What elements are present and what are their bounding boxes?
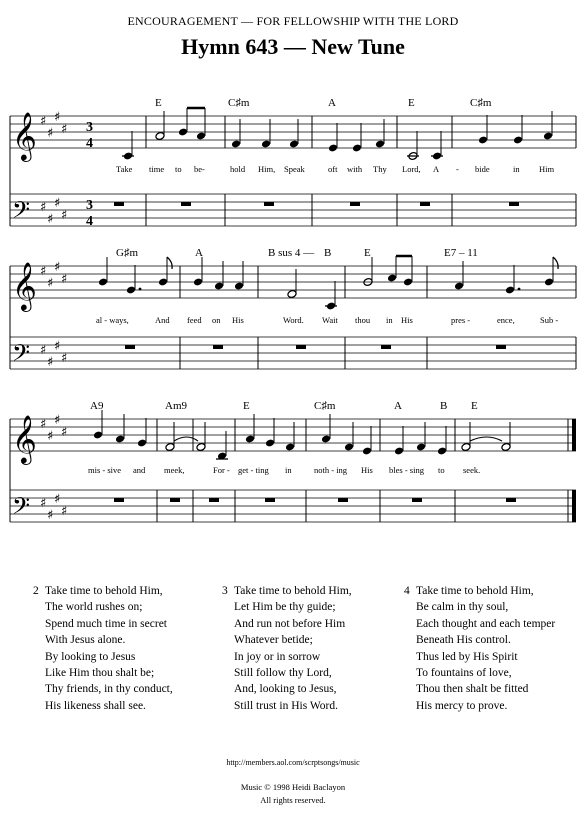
verse-line: Thus led by His Spirit (416, 650, 518, 663)
lyric-syllable: Lord, (402, 164, 421, 174)
system-3 (10, 400, 576, 525)
svg-text:♯: ♯ (40, 264, 47, 279)
note (193, 257, 203, 286)
svg-text:♯: ♯ (61, 208, 68, 223)
note (437, 426, 447, 455)
note (265, 418, 275, 447)
svg-text:♯: ♯ (61, 351, 68, 366)
svg-text:♯: ♯ (40, 200, 47, 215)
lyric-syllable: get - ting (238, 465, 269, 475)
lyric-syllable: bles - sing (389, 465, 424, 475)
note (231, 119, 241, 148)
system-2 (10, 247, 576, 372)
verse-line: And run not before Him (234, 617, 346, 630)
svg-text:4: 4 (86, 214, 93, 229)
svg-text:♯: ♯ (47, 429, 54, 444)
note (375, 119, 385, 148)
hymn-title: Hymn 643 — New Tune (181, 34, 405, 59)
verse-line: Beneath His control. (416, 634, 511, 647)
verse-line: Still trust in His Word. (234, 699, 338, 712)
lyric-syllable: be- (194, 164, 205, 174)
chord-symbol: G♯m (116, 247, 138, 259)
verse-line: Whatever betide; (234, 634, 313, 647)
svg-text:♯: ♯ (40, 343, 47, 358)
chord-symbol: E (408, 97, 415, 109)
svg-text:♯: ♯ (47, 126, 54, 141)
note (196, 422, 206, 451)
verse-line: By looking to Jesus (45, 650, 136, 663)
lyric-syllable: ence, (497, 315, 515, 325)
key-signature-treble-icon (40, 110, 67, 141)
svg-text:♯: ♯ (54, 339, 61, 354)
svg-text:♯: ♯ (61, 504, 68, 519)
lyric-syllable: to (175, 164, 182, 174)
note (178, 108, 188, 136)
melody-notes-system-2 (98, 256, 558, 310)
verse-line: The world rushes on; (45, 601, 143, 614)
note (321, 414, 331, 443)
lyric-syllable: Sub - (540, 315, 559, 325)
chord-symbol: B (440, 400, 448, 412)
note (137, 418, 147, 447)
verse-3 (222, 583, 352, 714)
rests-system-1 (114, 202, 519, 206)
lyric-syllable: with (347, 164, 363, 174)
note (155, 111, 165, 140)
lyric-syllable: - (456, 164, 459, 174)
lyric-syllable: thou (355, 315, 371, 325)
key-signature-treble-icon (40, 260, 67, 291)
svg-text:♯: ♯ (40, 114, 47, 129)
verse-2 (33, 583, 173, 714)
lyric-syllable: seek. (463, 465, 481, 475)
verse-line: To fountains of love, (416, 667, 512, 680)
note (478, 115, 488, 144)
lyric-syllable: and (133, 465, 146, 475)
verse-line: Thou then shalt be fitted (416, 683, 529, 696)
treble-staff-system-2 (10, 266, 576, 298)
bass-staff-system-1 (10, 194, 576, 226)
verse-line: His likeness shall see. (45, 699, 146, 712)
note (505, 265, 520, 294)
time-signature-treble (86, 120, 93, 151)
verse-line: With Jesus alone. (45, 634, 126, 647)
svg-text:3: 3 (86, 198, 93, 213)
key-signature-bass-icon (40, 196, 67, 227)
chord-symbol: E (364, 247, 371, 259)
lyric-syllable: in (386, 315, 393, 325)
verse-line: Thy friends, in thy conduct, (45, 683, 173, 696)
note (115, 414, 125, 443)
rests-system-3 (114, 498, 516, 502)
note (93, 410, 103, 439)
verse-line: Take time to behold Him, (234, 585, 352, 597)
treble-clef-icon: 𝄞 (12, 111, 37, 160)
lyric-syllable: feed (187, 315, 202, 325)
lyric-syllable: oft (328, 164, 338, 174)
system-1 (10, 97, 576, 229)
note (285, 422, 295, 451)
note (352, 123, 362, 152)
bass-clef-icon: 𝄢 (12, 492, 31, 525)
verse-number: 2 (33, 585, 39, 597)
verse-line: Each thought and each temper (416, 617, 556, 630)
time-signature-bass (86, 198, 93, 229)
lyric-syllable: His (361, 465, 373, 475)
key-signature-bass-icon (40, 492, 67, 523)
lyric-syllable: Him, (258, 164, 276, 174)
note (362, 426, 372, 455)
svg-text:3: 3 (86, 120, 93, 135)
note (328, 123, 338, 152)
note (234, 261, 244, 290)
note (416, 422, 426, 451)
verse-line: Like Him thou shalt be; (45, 667, 155, 680)
verse-line: Take time to behold Him, (416, 585, 534, 597)
note (98, 257, 108, 286)
verse-line: And, looking to Jesus, (234, 683, 337, 696)
lyric-syllable: on (212, 315, 221, 325)
svg-text:♯: ♯ (54, 196, 61, 211)
svg-text:♯: ♯ (61, 272, 68, 287)
ties-system-3 (174, 437, 502, 441)
lyric-syllable: noth - ing (314, 465, 348, 475)
svg-text:♯: ♯ (54, 413, 61, 428)
lyric-syllable: to (438, 465, 445, 475)
chord-symbol: E (471, 400, 478, 412)
lyric-syllable: And (155, 315, 170, 325)
note (387, 256, 397, 282)
lyric-syllable: mis - sive (88, 465, 122, 475)
note (245, 414, 255, 443)
note (287, 269, 297, 298)
note (289, 119, 299, 148)
chord-symbol: C♯m (228, 97, 250, 109)
chord-symbol: C♯m (314, 400, 336, 412)
chord-symbol: E (243, 400, 250, 412)
treble-clef-icon: 𝄞 (12, 414, 37, 463)
lyric-syllable: A (433, 164, 440, 174)
note (261, 119, 271, 148)
lyric-syllable: Thy (373, 164, 387, 174)
chord-symbol: A (394, 400, 402, 412)
verse-line: Let Him be thy guide; (234, 601, 336, 614)
lyric-syllable: Word. (283, 315, 304, 325)
chord-symbols-system-3 (90, 400, 478, 412)
chord-symbol: A9 (90, 400, 104, 412)
source-url: http://members.aol.com/scrptsongs/music (226, 758, 360, 767)
lyrics-system-1 (116, 164, 555, 174)
svg-text:♯: ♯ (61, 425, 68, 440)
lyric-syllable: For - (213, 465, 230, 475)
lyric-syllable: His (401, 315, 413, 325)
lyric-syllable: in (285, 465, 292, 475)
lyric-syllable: Him (539, 164, 555, 174)
note (543, 111, 553, 140)
verse-4 (404, 583, 556, 714)
hymn-category: ENCOURAGEMENT — FOR FELLOWSHIP WITH THE LORD (127, 14, 459, 28)
note (394, 426, 404, 455)
bass-staff-system-2 (10, 337, 576, 369)
bass-clef-icon: 𝄢 (12, 196, 31, 229)
bass-staff-system-3 (10, 490, 576, 522)
chord-symbol: B sus 4 — (268, 247, 315, 259)
chord-symbol: E7 – 11 (444, 247, 478, 259)
note (513, 115, 523, 144)
svg-text:♯: ♯ (40, 417, 47, 432)
verse-line: Still follow thy Lord, (234, 667, 332, 680)
chord-symbols-system-2 (116, 247, 478, 259)
rights-notice: All rights reserved. (260, 795, 326, 805)
note (501, 422, 511, 451)
svg-text:♯: ♯ (40, 496, 47, 511)
verse-number: 3 (222, 585, 228, 597)
key-signature-bass-icon (40, 339, 67, 370)
rests-system-2 (125, 345, 506, 349)
svg-text:♯: ♯ (47, 276, 54, 291)
key-signature-treble-icon (40, 413, 67, 444)
verse-line: His mercy to prove. (416, 699, 508, 712)
chord-symbol: A (328, 97, 336, 109)
lyric-syllable: Wait (322, 315, 338, 325)
lyric-syllable: al - ways, (96, 315, 129, 325)
chord-symbol: C♯m (470, 97, 492, 109)
verse-line: In joy or in sorrow (234, 650, 321, 663)
lyric-syllable: in (513, 164, 520, 174)
lyric-syllable: hold (230, 164, 246, 174)
lyric-syllable: time (149, 164, 165, 174)
chord-symbol: A (195, 247, 203, 259)
svg-text:♯: ♯ (47, 212, 54, 227)
svg-text:♯: ♯ (61, 122, 68, 137)
chord-symbol: E (155, 97, 162, 109)
lyric-syllable: pres - (451, 315, 471, 325)
lyric-syllable: Take (116, 164, 133, 174)
svg-text:♯: ♯ (54, 110, 61, 125)
note (126, 265, 141, 294)
svg-text:♯: ♯ (54, 260, 61, 275)
treble-clef-icon: 𝄞 (12, 261, 37, 310)
verse-line: Be calm in thy soul, (416, 601, 509, 614)
chord-symbols-system-1 (155, 97, 492, 109)
chord-symbol: Am9 (165, 400, 187, 412)
svg-text:♯: ♯ (47, 508, 54, 523)
lyric-syllable: His (232, 315, 244, 325)
svg-text:♯: ♯ (54, 492, 61, 507)
verse-number: 4 (404, 585, 410, 597)
note (214, 261, 224, 290)
chord-symbol: B (324, 247, 332, 259)
note (344, 422, 354, 451)
bass-clef-icon: 𝄢 (12, 339, 31, 372)
copyright-notice: Music © 1998 Heidi Baclayon (240, 782, 346, 792)
note (454, 261, 464, 290)
svg-text:4: 4 (86, 136, 93, 151)
lyrics-system-3 (88, 465, 480, 475)
lyric-syllable: meek, (164, 465, 185, 475)
note (165, 422, 175, 451)
verse-line: Take time to behold Him, (45, 585, 163, 597)
lyrics-system-2 (96, 315, 558, 325)
final-barline (572, 419, 576, 522)
note (461, 422, 471, 451)
lyric-syllable: Speak (284, 164, 305, 174)
verse-line: Spend much time in secret (45, 617, 167, 630)
svg-text:♯: ♯ (47, 355, 54, 370)
lyric-syllable: bide (475, 164, 490, 174)
note (217, 431, 227, 460)
